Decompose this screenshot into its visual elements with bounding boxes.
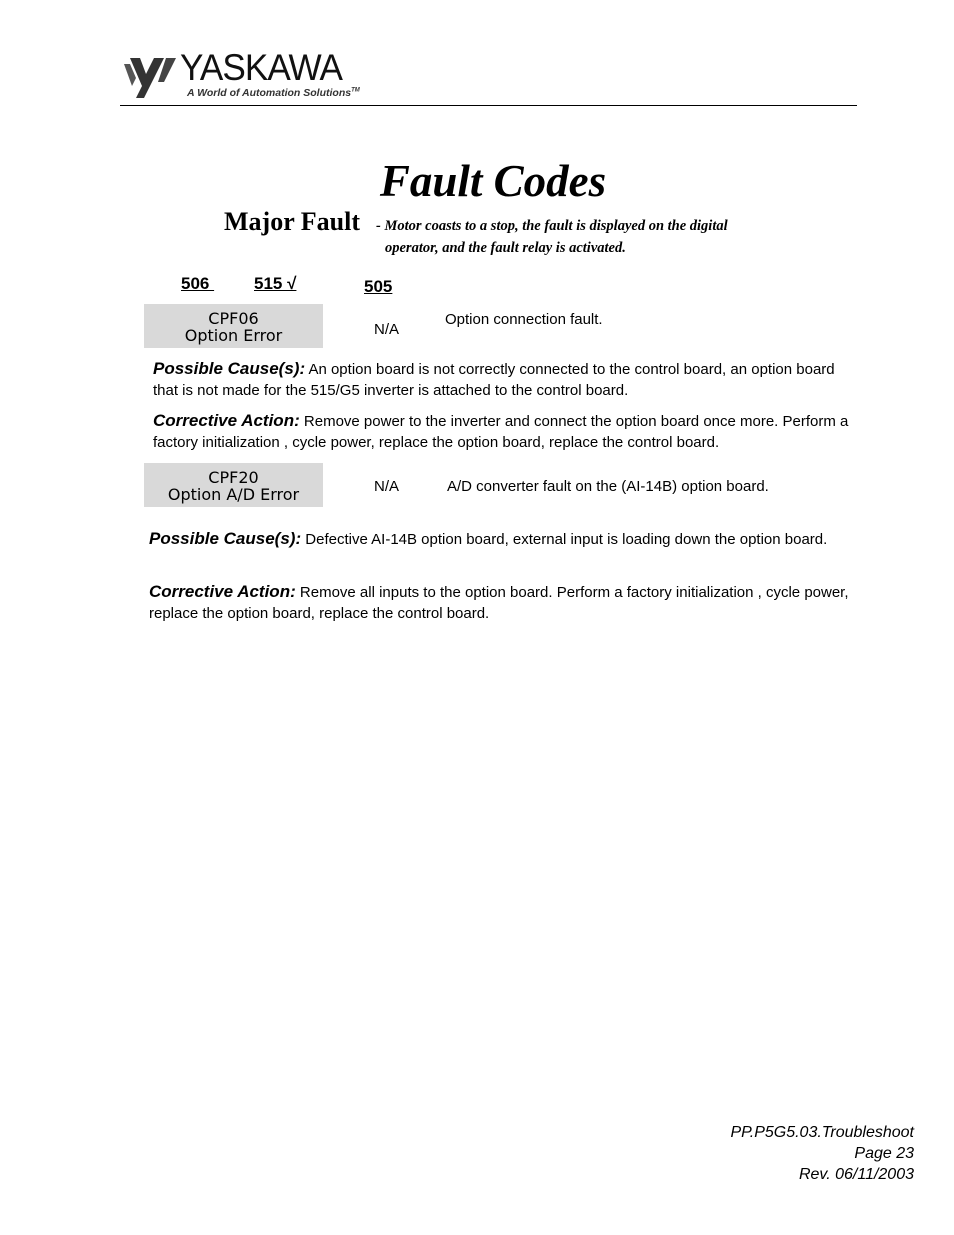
major-fault-description-line1: - Motor coasts to a stop, the fault is displayed on the digital — [376, 218, 728, 234]
footer-doc-id: PP.P5G5.03.Troubleshoot — [730, 1124, 914, 1141]
logo-wordmark: YASKAWA — [180, 47, 342, 88]
corrective-action-paragraph — [149, 582, 849, 624]
fault-description: Option connection fault. — [445, 311, 603, 328]
page-footer — [730, 1122, 914, 1185]
footer-page-number: Page 23 — [854, 1145, 914, 1162]
model-515-heading: 515 √ — [254, 274, 297, 293]
page-title: Fault Codes — [379, 156, 607, 206]
major-fault-label: Major Fault — [224, 207, 360, 236]
possible-cause-paragraph — [153, 359, 853, 401]
fault-505-value: N/A — [374, 478, 400, 495]
footer-revision: Rev. 06/11/2003 — [798, 1166, 914, 1183]
fault-505-value: N/A — [374, 321, 400, 338]
fault-name: Option Error — [184, 326, 283, 345]
yaskawa-logo — [124, 47, 364, 106]
possible-cause-paragraph — [149, 528, 849, 551]
corrective-action-label: Corrective Action: — [153, 411, 300, 430]
header-rule — [120, 105, 857, 106]
fault-description: A/D converter fault on the (AI-14B) option board. — [447, 478, 769, 495]
possible-cause-label: Possible Cause(s): — [153, 359, 306, 378]
yaskawa-logo-icon — [124, 52, 180, 100]
corrective-action-text: Remove power to the inverter and connect the option board once more. Perform a factory initialization , cycle power, replace the option board, replace the control board. — [153, 413, 849, 451]
possible-cause-text: An option board is not correctly connected to the control board, an option board that is not made for the 515/G5 inverter is attached to the control board. — [153, 361, 835, 399]
model-506-heading: 506 — [181, 274, 215, 293]
fault-code-box — [144, 463, 323, 507]
corrective-action-text: Remove all inputs to the option board. Perform a factory initialization , cycle power, replace the option board, replace the control board. — [149, 584, 849, 622]
model-505-heading: 505 — [364, 277, 393, 296]
major-fault-description-line2: operator, and the fault relay is activated. — [385, 240, 626, 256]
logo-tagline: A World of Automation Solutions™ — [187, 87, 360, 99]
fault-code-box — [144, 304, 323, 348]
corrective-action-label: Corrective Action: — [149, 582, 296, 601]
fault-code: CPF20 — [208, 468, 259, 487]
fault-code: CPF06 — [208, 309, 259, 328]
corrective-action-paragraph — [153, 411, 853, 453]
possible-cause-text: Defective AI-14B option board, external input is loading down the option board. — [305, 531, 828, 548]
fault-name: Option A/D Error — [167, 485, 300, 504]
possible-cause-label: Possible Cause(s): — [149, 529, 302, 548]
